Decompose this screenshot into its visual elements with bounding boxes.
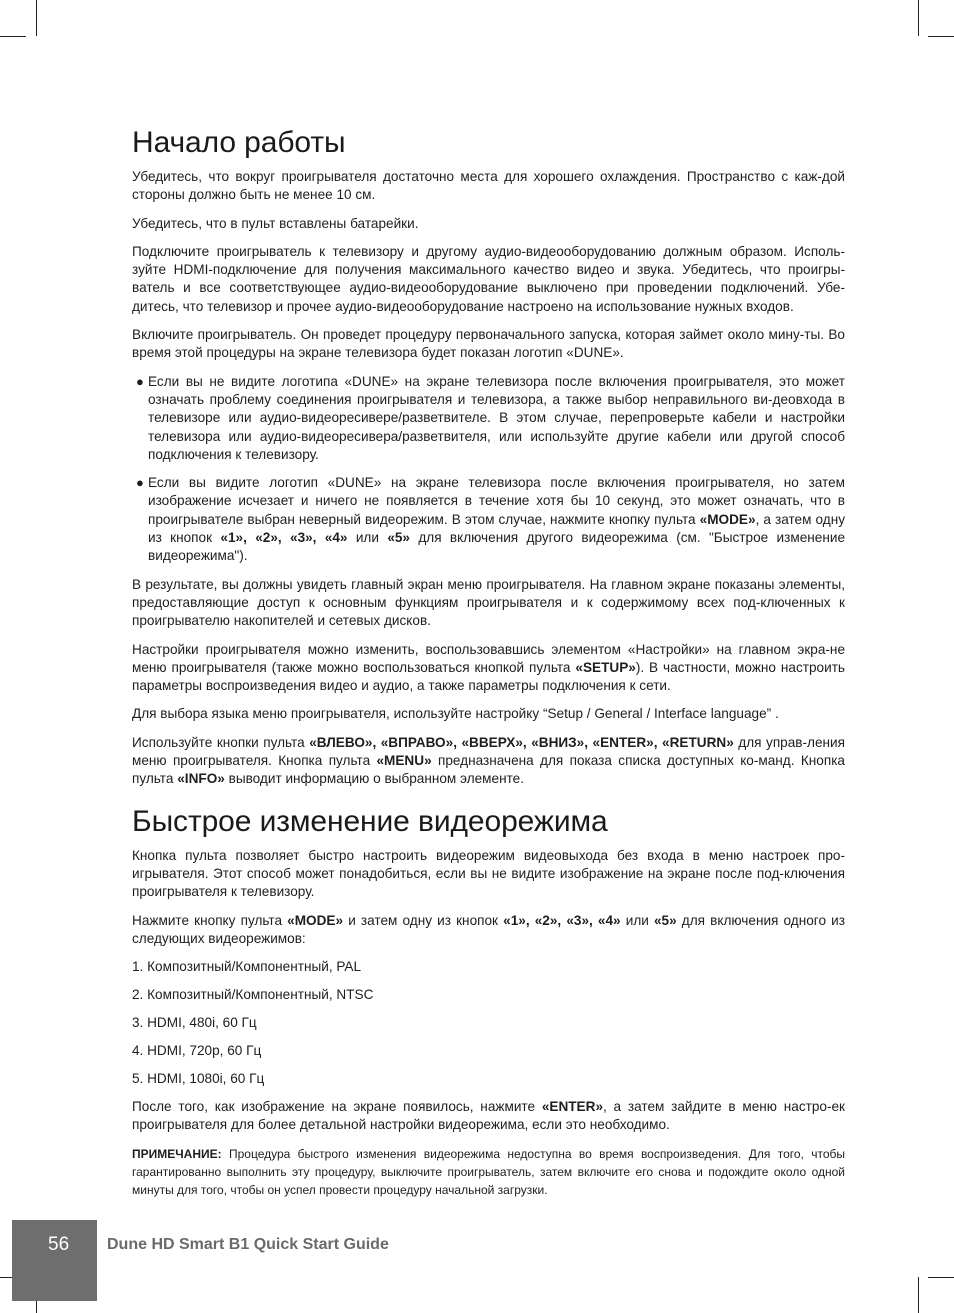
text-run: Используйте кнопки пульта [132, 734, 310, 750]
remote-button-name: «5» [387, 530, 410, 546]
paragraph [132, 734, 845, 789]
list-item [132, 474, 845, 565]
paragraph [132, 641, 845, 696]
paragraph: Подключите проигрыватель к телевизору и другому аудио-видеооборудованию должным образом. Исполь-зуйте HDMI-подключение для получения максимального качество видео и звука. Убедитесь, что проигры-ватель и все соответствующее аудио-видеооборудование выключено при проведении подключений. Убе-дитесь, что телевизор и прочее аудио-видеооборудование настроено на использование нужных входов. [132, 243, 845, 314]
page-number: 56 [48, 1234, 70, 1255]
remote-button-name: «ВЛЕВО», «ВПРАВО», «ВВЕРХ», «ВНИЗ», «ENTER», «RETURN» [309, 734, 734, 750]
bullet-icon: ● [136, 475, 144, 491]
bullet-list [132, 373, 845, 566]
list-item [132, 373, 845, 464]
bullet-icon: ● [136, 373, 144, 389]
note-text: Процедура быстрого изменения видеорежима недоступна во время воспроизведения. Для того, чтобы гарантированно выполнить эту процедуру, выключите проигрыватель, затем включите его снова и подождите около одной минуты для того, чтобы он успел провести процедуру начальной загрузки. [132, 1146, 845, 1197]
text-run: Нажмите кнопку пульта [132, 912, 288, 928]
text-run: для включения одного из следующих видеорежимов: [132, 912, 845, 946]
text-run: выводит информацию о выбранном элементе. [224, 771, 525, 787]
video-mode-list [132, 958, 845, 1088]
paragraph [132, 912, 845, 949]
footer-title: Dune HD Smart B1 Quick Start Guide [107, 1236, 389, 1253]
crop-mark [918, 0, 919, 36]
remote-button-name: «ENTER» [541, 1099, 604, 1115]
paragraph: Убедитесь, что вокруг проигрывателя достаточно места для хорошего охлаждения. Пространство с каж-дой стороны должно быть не менее 10 см. [132, 169, 845, 203]
paragraph: Кнопка пульта позволяет быстро настроить видеорежим видеовыхода без входа в меню настроек про-игрывателя. Этот способ может понадобиться, если вы не видите изображение на экране после под-ключения проигрывателя к телевизору. [132, 847, 845, 900]
crop-mark [928, 1277, 954, 1278]
note-label: ПРИМЕЧАНИЕ: [132, 1146, 222, 1161]
paragraph: В результате, вы должны увидеть главный экран меню проигрывателя. На главном экране показаны элементы, предоставляющие доступ к основным функциям проигрывателя и к содержимому всех под-ключенных к проигрывателю накопителей и сетевых дисков. [132, 576, 845, 629]
page-content [132, 124, 845, 1209]
remote-button-name: «5» [653, 912, 677, 928]
crop-mark [0, 36, 26, 37]
list-item-text: или [347, 530, 388, 546]
remote-button-name: «MODE» [287, 912, 344, 928]
text-run: ). В частности, можно настроить параметры воспроизведения видео и аудио, а также параметры подключения к сети. [132, 659, 845, 694]
list-item-text: Если вы видите логотип «DUNE» на экране телевизора после включения проигрывателя, но затем изображение исчезает и ничего не появляется в течение хотя бы 10 секунд, это может означать, что в проигрывателе выбран неверный видеорежим. В этом случае, нажмите кнопку пульта [148, 475, 845, 527]
text-run: После того, как изображение на экране появилось, нажмите [132, 1099, 542, 1115]
note [132, 1145, 845, 1199]
remote-button-name: «1», «2», «3», «4» [220, 530, 348, 546]
text-run: Настройки проигрывателя можно изменить, воспользовавшись элементом «Настройки» на главном экра-не меню проигрывателя (также можно воспользоваться кнопкой пульта [132, 641, 845, 675]
remote-button-name: «INFO» [177, 771, 225, 787]
list-item: 4. HDMI, 720p, 60 Гц [132, 1043, 262, 1059]
list-item: 5. HDMI, 1080i, 60 Гц [132, 1071, 265, 1087]
text-run: предназначена для показа списка доступных ко-манд. Кнопка пульта [132, 753, 845, 787]
text-run: или [620, 912, 654, 928]
list-item: 2. Композитный/Компонентный, NTSC [132, 987, 374, 1003]
crop-mark [36, 0, 37, 36]
paragraph [132, 1098, 845, 1135]
remote-button-name: «MODE» [699, 511, 756, 527]
list-item: 1. Композитный/Компонентный, PAL [132, 959, 362, 975]
text-run: , а затем зайдите в меню настро-ек проигрывателя для более детальной настройки видеорежима, если это необходимо. [132, 1099, 845, 1133]
text-run: и затем одну из кнопок [343, 912, 504, 928]
paragraph: Включите проигрыватель. Он проведет процедуру первоначального запуска, которая займет около мину-ты. Во время этой процедуры на экране телевизора будет показан логотип «DUNE». [132, 327, 845, 361]
list-item-text: , а затем одну из кнопок [148, 511, 846, 546]
section-title-getting-started: Начало работы [132, 126, 346, 159]
list-item: 3. HDMI, 480i, 60 Гц [132, 1015, 257, 1031]
page-number-box [12, 1220, 97, 1301]
list-item-text: для включения другого видеорежима (см. "Быстрое изменение видеорежима"). [148, 530, 846, 564]
crop-mark [928, 36, 954, 37]
remote-button-name: «MENU» [376, 753, 432, 769]
section-title-quick-video-mode: Быстрое изменение видеорежима [132, 804, 608, 838]
paragraph: Убедитесь, что в пульт вставлены батарейки. [132, 215, 419, 231]
remote-button-name: «SETUP» [575, 659, 636, 675]
list-item-text: Если вы не видите логотипа «DUNE» на экране телевизора после включения проигрывателя, это может означать проблему соединения проигрывателя и телевизора, а также выбор неправильного ви-деовхода в телевизоре или аудио-видеоресивере/разветвителе. В этом случае, перепроверьте кабели и настройки телевизора или аудио-видеоресивера/разветвителя, или используйте другие кабели или другой способ подключения к телевизору. [148, 373, 845, 462]
paragraph: Для выбора языка меню проигрывателя, используйте настройку “Setup / General / Interface language” . [132, 706, 779, 722]
text-run: для управ-ления меню проигрывателя. Кнопка пульта [132, 734, 846, 769]
crop-mark [918, 1277, 919, 1313]
remote-button-name: «1», «2», «3», «4» [503, 912, 621, 928]
